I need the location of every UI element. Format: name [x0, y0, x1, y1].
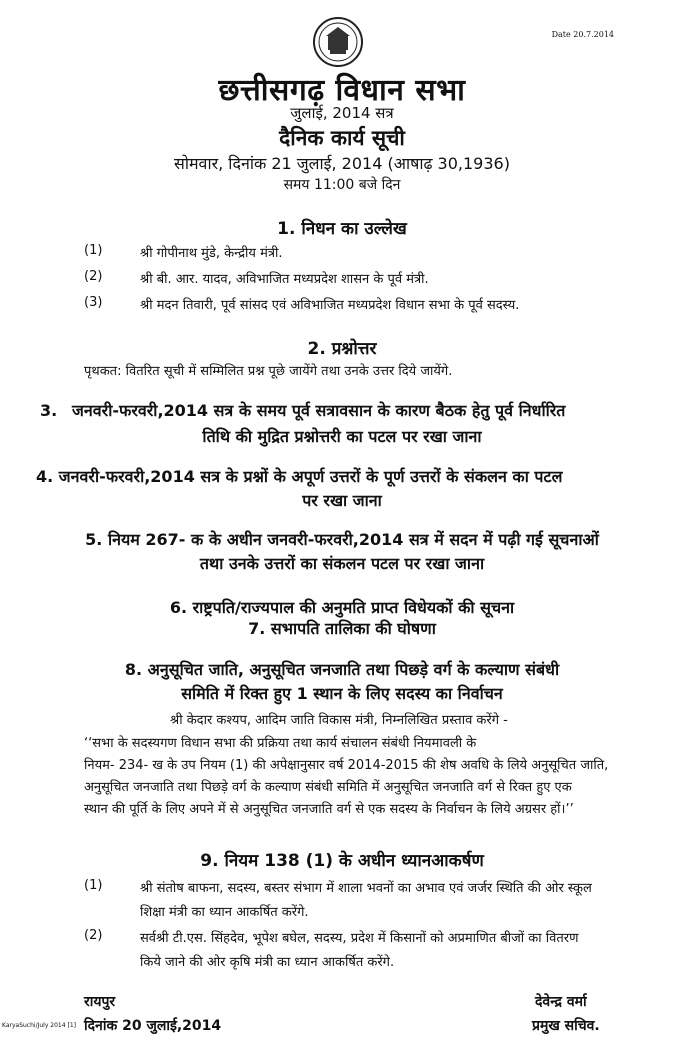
assembly-title: छत्तीसगढ़ विधान सभा: [218, 73, 466, 108]
section-3-line-2: तिथि की मुद्रित प्रश्नोत्तरी का पटल पर रखा जाना: [202, 427, 482, 446]
date-line: सोमवार, दिनांक 21 जुलाई, 2014 (आषाढ़ 30,1936): [174, 154, 510, 173]
item-number: (3): [84, 295, 103, 310]
list-item: [0, 269, 684, 289]
item-text-line-2: किये जाने की ओर कृषि मंत्री का ध्यान आकर्षित करेंगे.: [140, 955, 395, 970]
time-line: समय 11:00 बजे दिन: [283, 177, 401, 193]
footer-date: दिनांक 20 जुलाई,2014: [84, 1018, 222, 1034]
assembly-emblem-icon: [312, 16, 364, 68]
side-reference: KaryaSuchi/July 2014 [1]: [2, 1022, 76, 1029]
section-8-quote-line: स्थान की पूर्ति के लिए अपने में से अनुसूचित जनजाति वर्ग से एक सदस्य के निर्वाचन के लिये अग्रसर हों।’’: [84, 802, 574, 817]
section-8-line-2: समिति में रिक्त हुए 1 स्थान के लिए सदस्य का निर्वाचन: [181, 684, 503, 703]
list-item: [0, 928, 684, 974]
section-8-quote-line: ‘‘सभा के सदस्यगण विधान सभा की प्रक्रिया तथा कार्य संचालन संबंधी नियमावली के: [84, 736, 477, 751]
item-number: (1): [84, 243, 103, 258]
section-3-number: 3.: [40, 401, 58, 420]
section-5-line-2: तथा उनके उत्तरों का संकलन पटल पर रखा जाना: [199, 554, 485, 573]
item-text: श्री मदन तिवारी, पूर्व सांसद एवं अविभाजित मध्यप्रदेश विधान सभा के पूर्व सदस्य.: [140, 298, 520, 313]
signatory-title: प्रमुख सचिव.: [532, 1018, 600, 1034]
section-8-quote-line: अनुसूचित जनजाति तथा पिछड़े वर्ग के कल्याण संबंधी समिति में अनुसूचित जनजाति वर्ग से रिक्त हुए एक: [84, 780, 572, 795]
list-item: [0, 243, 684, 263]
item-text-line-1: श्री संतोष बाफना, सदस्य, बस्तर संभाग में शाला भवनों का अभाव एवं जर्जर स्थिति की ओर स्कूल: [140, 881, 592, 896]
section-8-quote-line: नियम- 234- ख के उप नियम (1) की अपेक्षानुसार वर्ष 2014-2015 की शेष अवधि के लिये अनुसूचित जाति,: [84, 758, 609, 773]
section-8-line-1: 8. अनुसूचित जाति, अनुसूचित जनजाति तथा पिछड़े वर्ग के कल्याण संबंधी: [124, 660, 560, 679]
section-9-heading: 9. नियम 138 (1) के अधीन ध्यानआकर्षण: [200, 851, 484, 871]
section-7-heading: 7. सभापति तालिका की घोषणा: [248, 619, 436, 638]
agenda-title: दैनिक कार्य सूची: [279, 126, 405, 150]
item-number: (1): [84, 878, 103, 893]
section-6-heading: 6. राष्ट्रपति/राज्यपाल की अनुमति प्राप्त विधेयकों की सूचना: [169, 598, 515, 617]
footer-place: रायपुर: [84, 994, 116, 1010]
section-8-mover: श्री केदार कश्यप, आदिम जाति विकास मंत्री, निम्नलिखित प्रस्ताव करेंगे -: [170, 713, 508, 728]
item-text: श्री गोपीनाथ मुंडे, केन्द्रीय मंत्री.: [140, 246, 283, 261]
section-3-line-1: जनवरी-फरवरी,2014 सत्र के समय पूर्व सत्रावसान के कारण बैठक हेतु पूर्व निर्धारित: [72, 401, 566, 420]
date-note: Date 20.7.2014: [551, 30, 614, 39]
list-item: [0, 295, 684, 315]
section-1-heading: 1. निधन का उल्लेख: [277, 219, 407, 239]
section-5-line-1: 5. नियम 267- क के अधीन जनवरी-फरवरी,2014 सत्र में सदन में पढ़ी गई सूचनाओं: [85, 530, 599, 549]
item-number: (2): [84, 269, 103, 284]
session-label: जुलाई, 2014 सत्र: [290, 104, 394, 122]
section-2-text: पृथकत: वितरित सूची में सम्मिलित प्रश्न पूछे जायेंगे तथा उनके उत्तर दिये जायेंगे.: [84, 364, 453, 379]
list-item: [0, 878, 684, 924]
item-number: (2): [84, 928, 103, 943]
item-text-line-2: शिक्षा मंत्री का ध्यान आकर्षित करेंगे.: [140, 905, 309, 920]
section-4-line-2: पर रखा जाना: [302, 491, 382, 510]
section-2-heading: 2. प्रश्नोत्तर: [307, 339, 377, 359]
item-text-line-1: सर्वश्री टी.एस. सिंहदेव, भूपेश बघेल, सदस्य, प्रदेश में किसानों को अप्रमाणित बीजों का वितरण: [140, 931, 579, 946]
section-4-line-1: 4. जनवरी-फरवरी,2014 सत्र के प्रश्नों के अपूर्ण उत्तरों के पूर्ण उत्तरों के संकलन का पटल: [36, 467, 563, 486]
item-text: श्री बी. आर. यादव, अविभाजित मध्यप्रदेश शासन के पूर्व मंत्री.: [140, 272, 429, 287]
signatory-name: देवेन्द्र वर्मा: [535, 994, 587, 1010]
